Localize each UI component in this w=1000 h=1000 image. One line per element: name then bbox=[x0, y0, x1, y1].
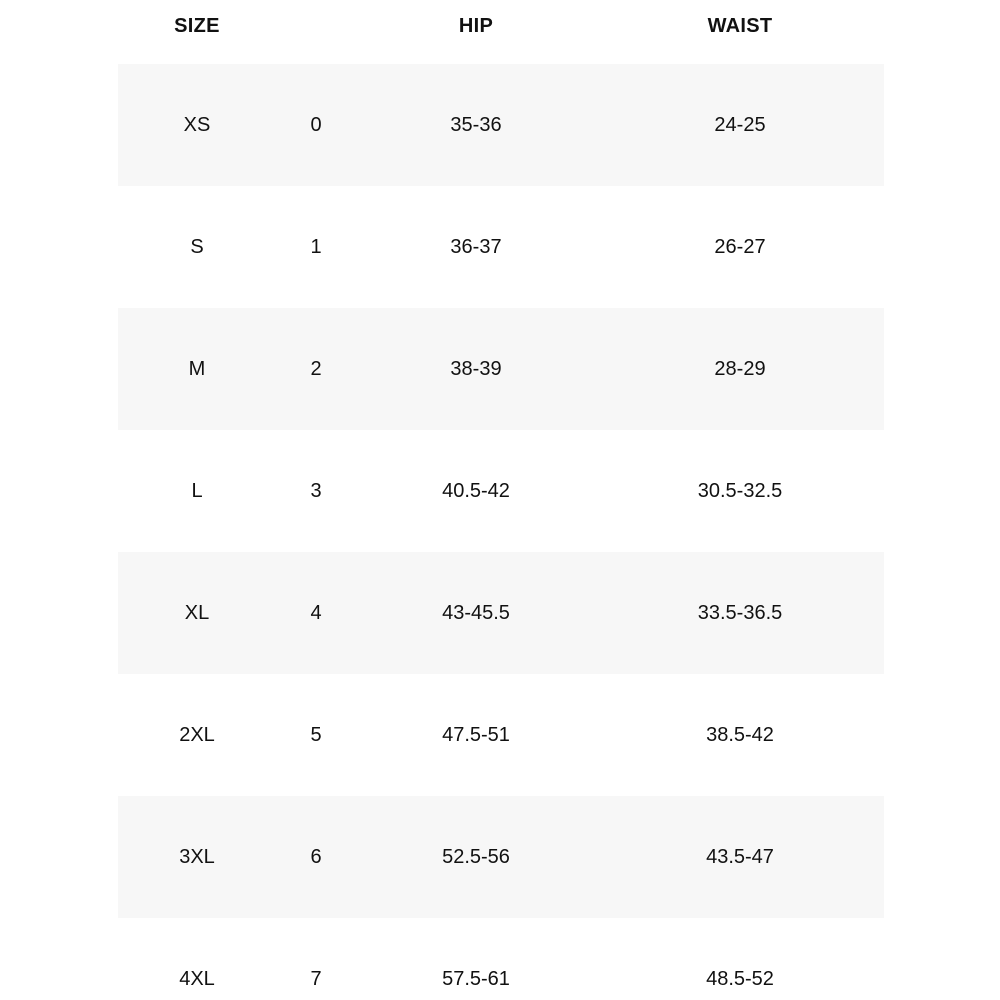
cell-hip: 57.5-61 bbox=[442, 968, 510, 990]
cell-hip: 35-36 bbox=[450, 114, 502, 136]
table-row bbox=[118, 64, 884, 186]
header-number bbox=[276, 12, 356, 40]
table-row bbox=[118, 674, 884, 796]
cell-waist: 48.5-52 bbox=[706, 968, 774, 990]
cell-number: 3 bbox=[310, 480, 322, 502]
cell-number: 6 bbox=[310, 846, 322, 868]
cell-number: 1 bbox=[310, 236, 322, 258]
cell-size: L bbox=[191, 480, 203, 502]
cell-waist: 24-25 bbox=[714, 114, 766, 136]
cell-number: 0 bbox=[310, 114, 322, 136]
cell-size: 3XL bbox=[179, 846, 215, 868]
cell-hip: 47.5-51 bbox=[442, 724, 510, 746]
cell-waist: 30.5-32.5 bbox=[697, 480, 783, 502]
cell-size: 2XL bbox=[179, 724, 215, 746]
cell-waist: 38.5-42 bbox=[706, 724, 774, 746]
cell-waist: 33.5-36.5 bbox=[697, 602, 783, 624]
cell-number: 7 bbox=[310, 968, 322, 990]
cell-size: M bbox=[188, 358, 206, 380]
header-waist: WAIST bbox=[707, 15, 773, 37]
header-hip: HIP bbox=[458, 15, 494, 37]
cell-number: 2 bbox=[310, 358, 322, 380]
cell-size: XL bbox=[184, 602, 210, 624]
table-header bbox=[118, 0, 884, 52]
table-row bbox=[118, 308, 884, 430]
cell-hip: 38-39 bbox=[450, 358, 502, 380]
cell-size: S bbox=[190, 236, 204, 258]
cell-hip: 36-37 bbox=[450, 236, 502, 258]
cell-hip: 40.5-42 bbox=[442, 480, 510, 502]
cell-waist: 26-27 bbox=[714, 236, 766, 258]
table-row bbox=[118, 552, 884, 674]
table-body bbox=[118, 64, 884, 1000]
cell-number: 4 bbox=[310, 602, 322, 624]
cell-hip: 43-45.5 bbox=[442, 602, 510, 624]
header-size: SIZE bbox=[174, 15, 220, 37]
cell-waist: 43.5-47 bbox=[706, 846, 774, 868]
size-chart-table bbox=[118, 0, 884, 990]
cell-number: 5 bbox=[310, 724, 322, 746]
table-row bbox=[118, 796, 884, 918]
table-row bbox=[118, 430, 884, 552]
cell-size: 4XL bbox=[179, 968, 215, 990]
cell-size: XS bbox=[183, 114, 211, 136]
table-row bbox=[118, 186, 884, 308]
cell-waist: 28-29 bbox=[714, 358, 766, 380]
table-row bbox=[118, 918, 884, 1000]
cell-hip: 52.5-56 bbox=[442, 846, 510, 868]
